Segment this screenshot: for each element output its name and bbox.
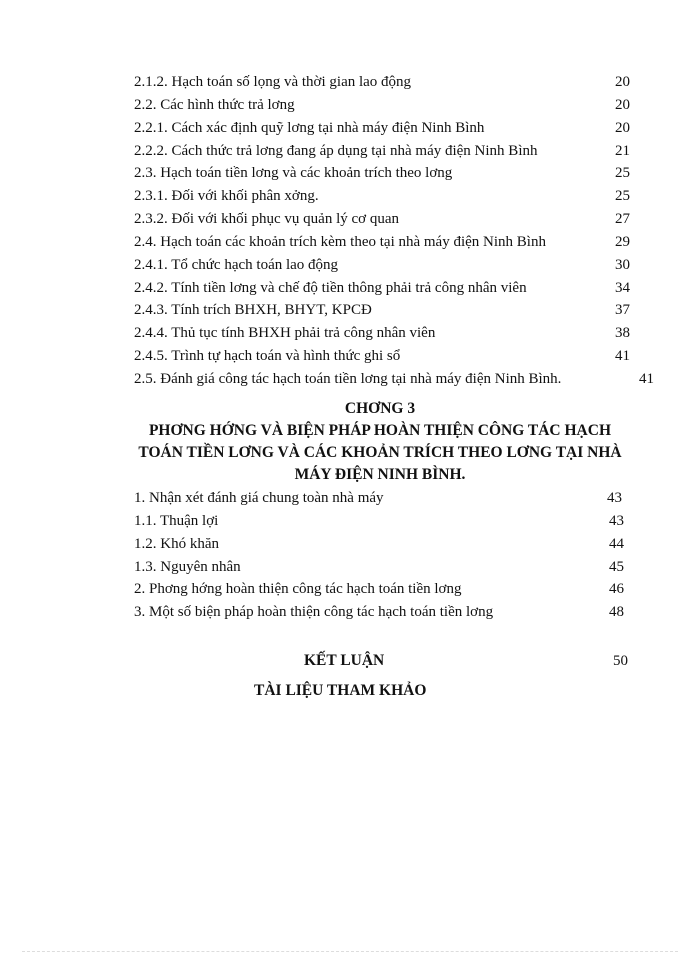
conclusion-page: 50	[613, 653, 628, 669]
toc-entry-page: 46	[609, 581, 624, 597]
toc-entry-page: 21	[615, 143, 630, 159]
toc-entry-page: 30	[615, 257, 630, 273]
toc-entry-label: 2. Phơng hớng hoàn thiện công tác hạch toán tiền lơng	[134, 581, 462, 597]
toc-entry	[134, 140, 630, 162]
toc-entry	[134, 322, 630, 344]
toc-entry-page: 38	[615, 325, 630, 341]
toc-entry-page: 29	[615, 234, 630, 250]
toc-entry-page: 43	[607, 490, 622, 506]
toc-entry	[134, 345, 630, 367]
toc-entry-label: 2.2. Các hình thức trả lơng	[134, 97, 295, 113]
toc-entry-page: 41	[639, 371, 654, 387]
toc-entry	[134, 556, 624, 578]
toc-entry-page: 45	[609, 559, 624, 575]
toc-entry-label: 2.4.5. Trình tự hạch toán và hình thức ghi sổ	[134, 348, 401, 364]
toc-entry	[134, 185, 630, 207]
chapter-title-line: PHƠNG HỚNG VÀ BIỆN PHÁP HOÀN THIỆN CÔNG TÁC HẠCH	[148, 422, 612, 439]
toc-entry-page: 43	[609, 513, 624, 529]
toc-entry	[134, 601, 624, 623]
toc-entry	[134, 277, 630, 299]
toc-entry	[134, 94, 630, 116]
toc-entry-page: 41	[615, 348, 630, 364]
toc-entry	[134, 231, 630, 253]
toc-entry-page: 25	[615, 165, 630, 181]
toc-entry-page: 48	[609, 604, 624, 620]
toc-entry	[134, 368, 654, 390]
toc-entry-label: 2.4.2. Tính tiền lơng và chế độ tiền thông phải trả công nhân viên	[134, 280, 527, 296]
toc-entry	[134, 71, 630, 93]
toc-entry	[134, 117, 630, 139]
toc-entry-label: 2.1.2. Hạch toán số lọng và thời gian lao động	[134, 74, 412, 90]
toc-entry	[134, 208, 630, 230]
toc-entry-label: 2.3. Hạch toán tiền lơng và các khoản trích theo lơng	[134, 165, 453, 181]
toc-entry-label: 2.2.2. Cách thức trả lơng đang áp dụng tại nhà máy điện Ninh Bình	[134, 143, 538, 159]
toc-entry-page: 25	[615, 188, 630, 204]
toc-entry-label: 2.2.1. Cách xác định quỹ lơng tại nhà máy điện Ninh Bình	[134, 120, 485, 136]
conclusion-heading: KẾT LUẬN	[304, 652, 385, 669]
toc-entry-page: 44	[609, 536, 624, 552]
toc-entry-page: 27	[615, 211, 630, 227]
toc-entry-label: 1.3. Nguyên nhân	[134, 559, 241, 575]
toc-entry-page: 34	[615, 280, 630, 296]
toc-entry	[134, 254, 630, 276]
page-bottom-divider	[22, 951, 678, 952]
chapter-title-line: MÁY ĐIỆN NINH BÌNH.	[294, 466, 466, 483]
toc-entry	[134, 533, 624, 555]
toc-entry	[134, 487, 622, 509]
toc-entry	[134, 510, 624, 532]
toc-entry-label: 2.4.1. Tổ chức hạch toán lao động	[134, 257, 339, 273]
chapter-heading: CHƠNG 3	[344, 400, 416, 417]
toc-entry-label: 1.1. Thuận lợi	[134, 513, 219, 529]
toc-entry-label: 1.2. Khó khăn	[134, 536, 219, 552]
toc-entry-page: 20	[615, 74, 630, 90]
toc-entry-label: 2.3.2. Đối với khối phục vụ quản lý cơ quan	[134, 211, 399, 227]
toc-entry-page: 20	[615, 120, 630, 136]
toc-entry-label: 2.4.3. Tính trích BHXH, BHYT, KPCĐ	[134, 302, 372, 318]
chapter-title-line: TOÁN TIỀN LƠNG VÀ CÁC KHOẢN TRÍCH THEO LƠNG TẠI NHÀ	[138, 444, 622, 461]
toc-entry-label: 2.5. Đánh giá công tác hạch toán tiền lơng tại nhà máy điện Ninh Bình.	[134, 371, 562, 387]
toc-entry	[134, 299, 630, 321]
toc-entry-label: 2.3.1. Đối với khối phân xởng.	[134, 188, 319, 204]
toc-entry-label: 3. Một số biện pháp hoàn thiện công tác hạch toán tiền lơng	[134, 604, 494, 620]
toc-entry	[134, 578, 624, 600]
chapter-title	[110, 420, 650, 486]
references-heading: TÀI LIỆU THAM KHẢO	[254, 682, 427, 699]
toc-entry-label: 2.4. Hạch toán các khoản trích kèm theo tại nhà máy điện Ninh Bình	[134, 234, 546, 250]
toc-entry-page: 20	[615, 97, 630, 113]
toc-entry-page: 37	[615, 302, 630, 318]
toc-entry-label: 1. Nhận xét đánh giá chung toàn nhà máy	[134, 490, 384, 506]
toc-entry-label: 2.4.4. Thủ tục tính BHXH phải trả công nhân viên	[134, 325, 436, 341]
toc-entry	[134, 162, 630, 184]
